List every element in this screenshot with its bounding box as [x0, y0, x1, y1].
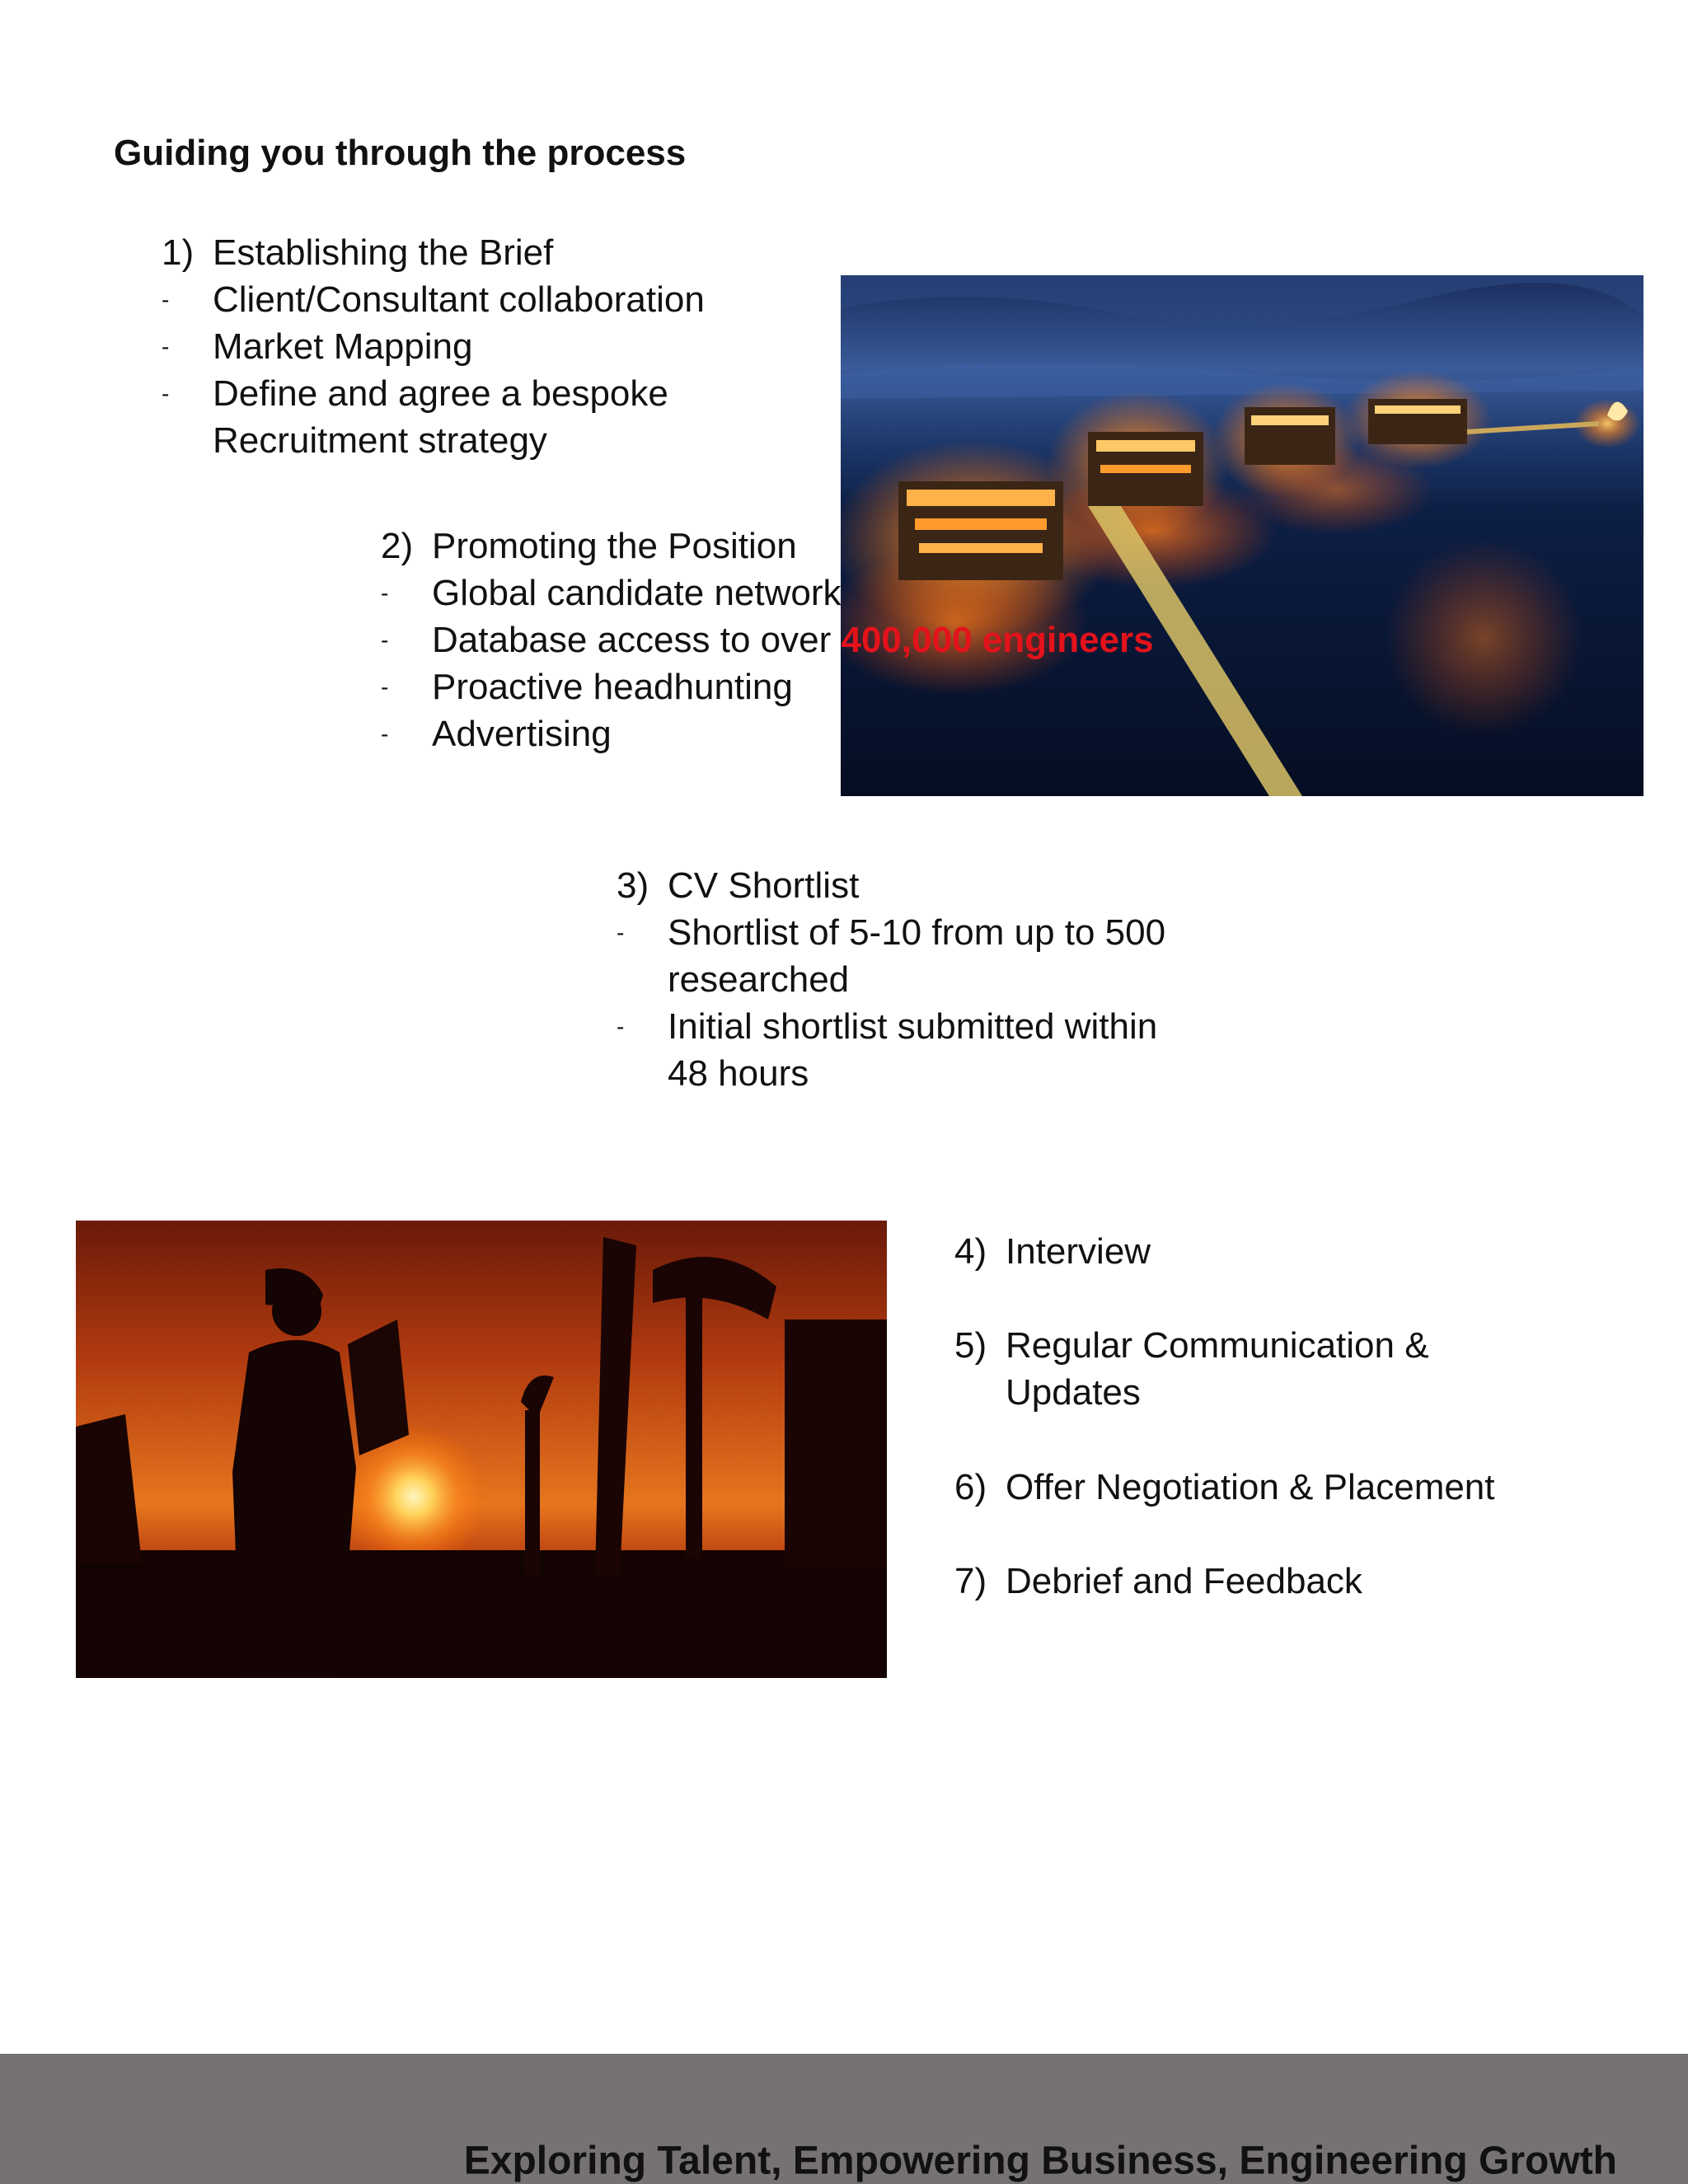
highlight-text: 400,000 engineers: [841, 620, 1154, 660]
bullet-text: Global candidate network: [432, 573, 842, 613]
bullet-dash: -: [381, 627, 389, 653]
step-title-line2: Updates: [1006, 1372, 1141, 1413]
bullet-dash: -: [162, 381, 170, 406]
step-1-section: [162, 229, 705, 464]
step-bullet: [381, 569, 1154, 616]
bullet-text: Shortlist of 5-10 from up to 500: [668, 912, 1166, 953]
bullet-text: Recruitment strategy: [213, 420, 547, 461]
step-number: 3): [617, 865, 649, 906]
bullet-continuation: [617, 956, 1165, 1003]
bullet-dash: -: [381, 674, 389, 700]
step-number: 1): [162, 232, 195, 273]
bullet-text: Initial shortlist submitted within: [668, 1006, 1158, 1047]
step-number: 6): [954, 1467, 987, 1507]
step-heading: [954, 1322, 1429, 1369]
step-heading: [381, 523, 1154, 569]
step-bullet: [162, 323, 705, 370]
page-title: Guiding you through the process: [114, 133, 687, 173]
bullet-continuation: [617, 1050, 1165, 1097]
bullet-dash: -: [162, 334, 170, 359]
bullet-text: [432, 616, 1154, 663]
step-heading: [162, 229, 705, 276]
bullet-dash: -: [617, 920, 625, 945]
step-bullet: [381, 663, 1154, 710]
step-title: Regular Communication &: [1006, 1325, 1429, 1366]
bullet-text: Advertising: [432, 714, 612, 754]
bullet-dash: -: [381, 721, 389, 747]
step-6-section: [954, 1464, 1495, 1511]
step-bullet: [381, 710, 1154, 757]
step-3-section: [617, 862, 1165, 1097]
step-title: Establishing the Brief: [213, 232, 554, 273]
engineer-sunset-image: [76, 1221, 887, 1678]
bullet-text: Client/Consultant collaboration: [213, 279, 705, 320]
bullet-text: Define and agree a bespoke: [213, 373, 668, 414]
step-bullet: [162, 276, 705, 323]
step-heading: [954, 1464, 1495, 1511]
step-title: Promoting the Position: [432, 526, 797, 566]
bullet-text: researched: [668, 959, 850, 1000]
step-heading: [954, 1228, 1151, 1275]
bullet-dash: -: [617, 1014, 625, 1039]
footer-slogan: Exploring Talent, Empowering Business, Engineering Growth: [463, 2139, 1617, 2183]
step-2-section: [381, 523, 1154, 757]
step-bullet: [162, 370, 705, 417]
bullet-text: Proactive headhunting: [432, 667, 793, 707]
bullet-continuation: [162, 417, 705, 464]
step-bullet: [381, 616, 1154, 663]
step-heading: [617, 862, 1165, 909]
step-number: 5): [954, 1325, 987, 1366]
step-title: Offer Negotiation & Placement: [1006, 1467, 1495, 1507]
step-number: 2): [381, 526, 414, 566]
step-heading: [954, 1558, 1362, 1605]
step-5-section: [954, 1322, 1429, 1416]
bullet-dash: -: [381, 580, 389, 606]
step-title: Interview: [1006, 1231, 1151, 1272]
step-bullet: [617, 1003, 1165, 1050]
step-title: Debrief and Feedback: [1006, 1561, 1362, 1601]
bullet-text: Market Mapping: [213, 326, 473, 367]
step-4-section: [954, 1228, 1151, 1275]
step-7-section: [954, 1558, 1362, 1605]
bullet-text-lead: Database access to over: [432, 620, 842, 660]
bullet-dash: -: [162, 287, 170, 312]
step-bullet: [617, 909, 1165, 956]
step-title-continuation: [954, 1369, 1429, 1416]
step-title: CV Shortlist: [668, 865, 860, 906]
step-number: 4): [954, 1231, 987, 1272]
bullet-text: 48 hours: [668, 1053, 809, 1094]
step-number: 7): [954, 1561, 987, 1601]
